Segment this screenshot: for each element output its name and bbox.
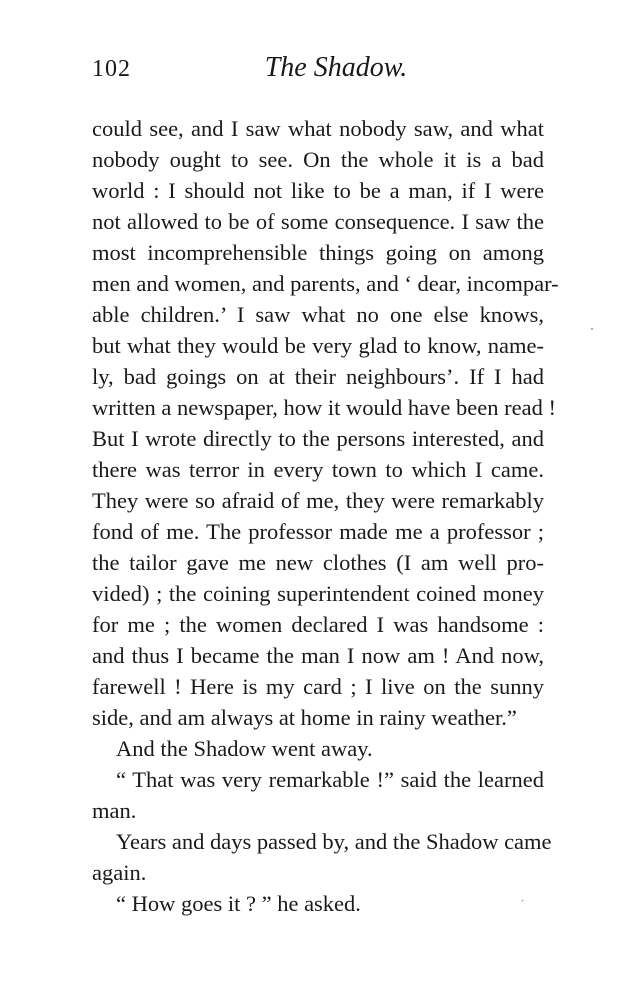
text-line: written a newspaper, how it would have been read ! — [92, 395, 556, 420]
text-line: and thus I became the man I now am ! And now, — [92, 643, 544, 668]
text-line: could see, and I saw what nobody saw, and what — [92, 116, 544, 141]
text-line: And the Shadow went away. — [116, 736, 373, 761]
text-line: world : I should not like to be a man, if I were — [92, 178, 544, 203]
text-line: the tailor gave me new clothes (I am well pro- — [92, 550, 544, 575]
text-line: nobody ought to see. On the whole it is a bad — [92, 147, 544, 172]
text-line: fond of me. The professor made me a professor ; — [92, 519, 544, 544]
text-line: “ That was very remarkable !” said the learned — [116, 767, 544, 792]
paragraph — [92, 733, 544, 764]
page-header — [92, 52, 544, 88]
text-line: there was terror in every town to which I came. — [92, 457, 544, 482]
text-line: most incomprehensible things going on among — [92, 240, 544, 265]
text-line: man. — [92, 798, 137, 823]
text-line: farewell ! Here is my card ; I live on the sunny — [92, 674, 544, 699]
text-line: again. — [92, 860, 147, 885]
running-title: The Shadow. — [264, 52, 408, 83]
paragraph — [92, 888, 544, 919]
text-line: not allowed to be of some consequence. I saw the — [92, 209, 544, 234]
paragraph — [92, 113, 559, 733]
paragraph — [92, 826, 552, 888]
text-line: men and women, and parents, and ‘ dear, incompar- — [92, 271, 559, 296]
text-line: but what they would be very glad to know, name- — [92, 333, 544, 358]
text-line: They were so afraid of me, they were remarkably — [92, 488, 544, 513]
print-speck — [591, 328, 593, 330]
paragraph — [92, 764, 544, 826]
text-line: able children.’ I saw what no one else knows, — [92, 302, 544, 327]
text-line: ly, bad goings on at their neighbours’. If I had — [92, 364, 544, 389]
text-line: vided) ; the coining superintendent coined money — [92, 581, 544, 606]
body-text — [92, 113, 559, 919]
page-number: 102 — [92, 56, 131, 82]
text-line: for me ; the women declared I was handsome : — [92, 612, 544, 637]
text-line: Years and days passed by, and the Shadow came — [116, 829, 552, 854]
text-line: But I wrote directly to the persons interested, and — [92, 426, 544, 451]
text-line: “ How goes it ? ” he asked. — [116, 891, 361, 916]
text-line: side, and am always at home in rainy weather.” — [92, 705, 517, 730]
